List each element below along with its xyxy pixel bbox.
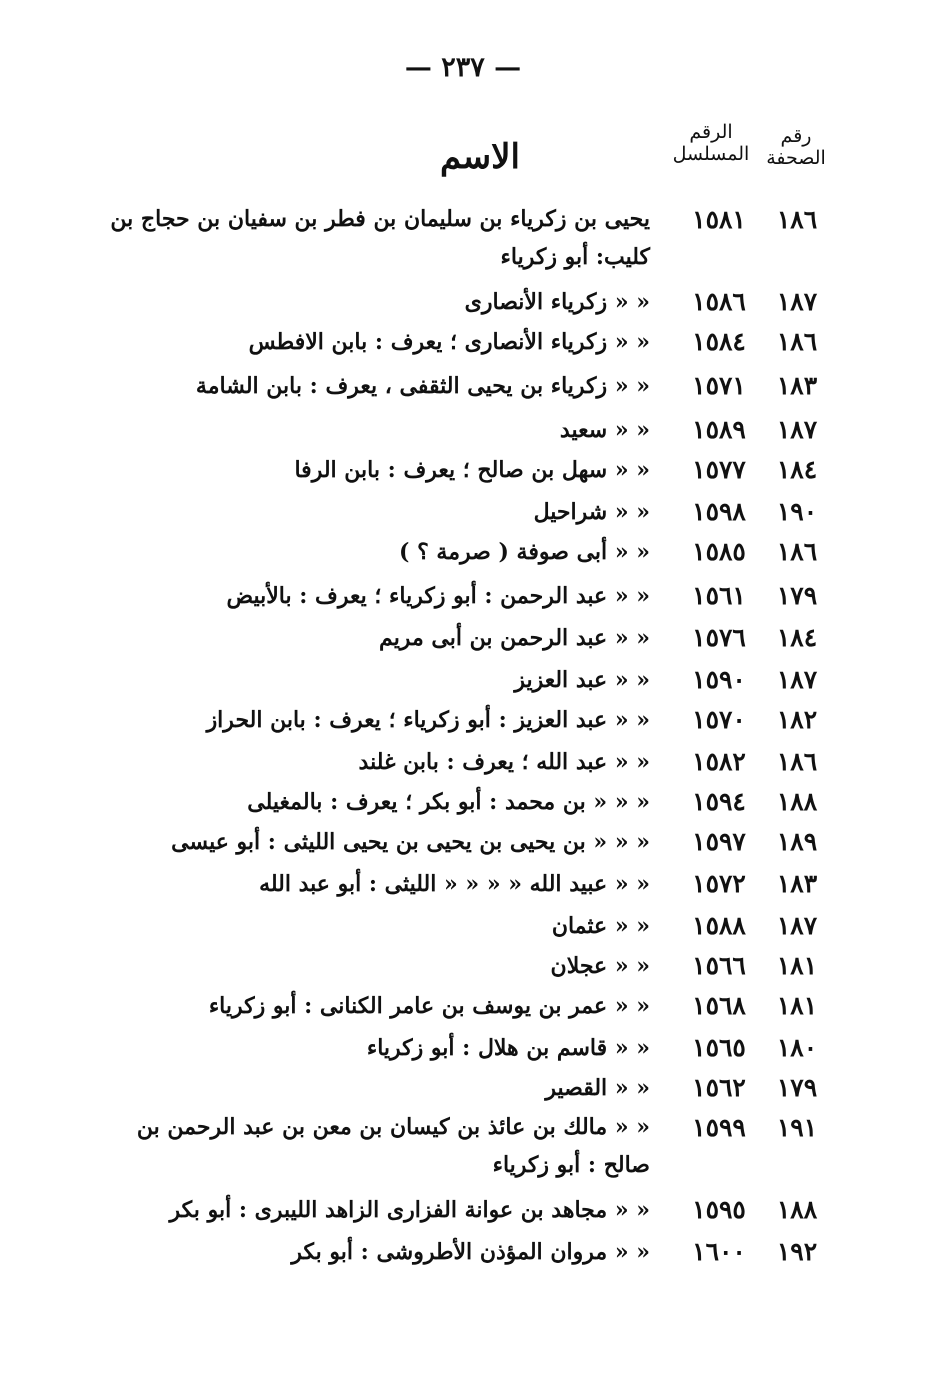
ditto-marks: « « « — [593, 829, 650, 855]
table-row — [0, 1068, 926, 1108]
name-cell — [110, 906, 650, 946]
serial-number-cell: ١٥٧١ — [692, 371, 746, 400]
table-row — [0, 492, 926, 532]
page-number-cell: ١٨٧ — [776, 287, 818, 316]
ditto-marks: « « — [614, 583, 650, 609]
header-serial-number — [670, 122, 752, 166]
page-number-cell: ١٩١ — [776, 1113, 818, 1142]
page-number-cell: ١٨١ — [776, 951, 818, 980]
page-number-cell: ١٧٩ — [776, 581, 818, 610]
name-cell — [110, 742, 650, 782]
table-row — [0, 618, 926, 658]
name-text: عبيد الله « « « « الليثى : أبو عبد الله — [259, 871, 608, 897]
serial-number-cell: ١٥٩٧ — [692, 827, 746, 856]
ditto-marks: « « — [614, 373, 650, 399]
table-row — [0, 1108, 926, 1186]
ditto-marks: « « — [614, 1035, 650, 1061]
serial-number-cell: ١٥٩٠ — [692, 665, 746, 694]
serial-number-cell: ١٥٨٨ — [692, 911, 746, 940]
table-row — [0, 1190, 926, 1230]
name-cell — [110, 532, 650, 572]
ditto-marks: « « — [614, 499, 650, 525]
name-text: عبد الرحمن : أبو زكرياء ؛ يعرف : بالأبيض — [226, 583, 608, 609]
ditto-marks: « « — [614, 993, 650, 1019]
name-cell — [110, 618, 650, 658]
name-text: عبد الله ؛ يعرف : بابن غلند — [358, 749, 608, 775]
page-number: — ٢٣٧ — — [404, 52, 522, 83]
name-text: زكرياء الأنصارى — [464, 289, 608, 315]
name-cell — [110, 410, 650, 450]
table-row — [0, 1028, 926, 1068]
page-number-cell: ١٨٦ — [776, 327, 818, 356]
serial-number-cell: ١٥٩٤ — [692, 787, 746, 816]
name-text: مالك بن عائذ بن كيسان بن معن بن عبد الرحمن بن صالح : أبو زكرياء — [136, 1114, 650, 1178]
page-number-cell: ١٨٣ — [776, 371, 818, 400]
ditto-marks: « « — [614, 539, 650, 565]
table-row — [0, 660, 926, 700]
ditto-marks: « « — [614, 329, 650, 355]
serial-number-cell: ١٥٦٢ — [692, 1073, 746, 1102]
name-cell — [110, 576, 650, 616]
name-cell — [110, 1068, 650, 1108]
name-cell — [110, 660, 650, 700]
page-number-cell: ١٨٤ — [776, 623, 818, 652]
name-text: عثمان — [551, 913, 608, 939]
name-cell — [110, 986, 650, 1026]
ditto-marks: « « — [614, 953, 650, 979]
serial-number-cell: ١٥٧٧ — [692, 455, 746, 484]
name-cell — [110, 1108, 650, 1184]
ditto-marks: « « — [614, 1197, 650, 1223]
page-number-cell: ١٨٨ — [776, 787, 818, 816]
page-number-cell: ١٨٣ — [776, 869, 818, 898]
page-number-cell: ١٨٠ — [776, 1033, 818, 1062]
name-text: عبد الرحمن بن أبى مريم — [379, 625, 608, 651]
header-serial-label: الرقم المسلسل — [672, 121, 750, 165]
table-row — [0, 906, 926, 946]
ditto-marks: « « — [614, 871, 650, 897]
name-cell — [110, 366, 650, 406]
ditto-marks: « « — [614, 707, 650, 733]
table-row — [0, 322, 926, 362]
table-row — [0, 782, 926, 822]
name-text: بن يحيى بن يحيى بن يحيى الليثى : أبو عيسى — [171, 829, 586, 855]
ditto-marks: « « — [614, 1075, 650, 1101]
serial-number-cell: ١٥٨٢ — [692, 747, 746, 776]
name-text: قاسم بن هلال : أبو زكرياء — [366, 1035, 608, 1061]
name-cell — [110, 1190, 650, 1230]
page-number-cell: ١٩٢ — [776, 1237, 818, 1266]
table-row — [0, 576, 926, 616]
name-cell — [110, 946, 650, 986]
ditto-marks: « « — [614, 913, 650, 939]
serial-number-cell: ١٥٧٠ — [692, 705, 746, 734]
name-cell — [110, 200, 650, 276]
serial-number-cell: ١٥٨٦ — [692, 287, 746, 316]
serial-number-cell: ١٥٧٢ — [692, 869, 746, 898]
table-row — [0, 822, 926, 862]
name-cell — [110, 1232, 650, 1272]
ditto-marks: « « — [614, 749, 650, 775]
name-cell — [110, 450, 650, 490]
page-number-cell: ١٨٧ — [776, 911, 818, 940]
serial-number-cell: ١٥٦٥ — [692, 1033, 746, 1062]
page-number-cell: ١٨٢ — [776, 705, 818, 734]
table-row — [0, 532, 926, 572]
serial-number-cell: ١٦٠٠ — [692, 1237, 746, 1266]
serial-number-cell: ١٥٩٨ — [692, 497, 746, 526]
serial-number-cell: ١٥٨٤ — [692, 327, 746, 356]
table-row — [0, 700, 926, 740]
name-text: القصير — [545, 1075, 608, 1101]
header-name: الاسم — [440, 137, 520, 177]
name-cell — [110, 822, 650, 862]
ditto-marks: « « — [614, 289, 650, 315]
name-cell — [110, 782, 650, 822]
table-row — [0, 742, 926, 782]
serial-number-cell: ١٥٦٨ — [692, 991, 746, 1020]
name-text: بن محمد : أبو بكر ؛ يعرف : بالمغيلى — [247, 789, 586, 815]
table-row — [0, 450, 926, 490]
ditto-marks: « « « — [593, 789, 650, 815]
table-row — [0, 282, 926, 322]
serial-number-cell: ١٥٦٦ — [692, 951, 746, 980]
name-text: عبد العزيز — [514, 667, 608, 693]
name-cell — [110, 1028, 650, 1068]
name-text: يحيى بن زكرياء بن سليمان بن فطر بن سفيان بن حجاج بن كليب: أبو زكرياء — [110, 206, 650, 270]
name-text: سهل بن صالح ؛ يعرف : بابن الرفا — [294, 457, 608, 483]
ditto-marks: « « — [614, 417, 650, 443]
serial-number-cell: ١٥٩٥ — [692, 1195, 746, 1224]
table-row — [0, 864, 926, 904]
ditto-marks: « « — [614, 625, 650, 651]
table-row — [0, 1232, 926, 1272]
page-number-cell: ١٨٦ — [776, 747, 818, 776]
name-text: سعيد — [559, 417, 608, 443]
name-text: زكرياء الأنصارى ؛ يعرف : بابن الافطس — [248, 329, 608, 355]
header-page-number — [756, 126, 836, 170]
name-cell — [110, 492, 650, 532]
serial-number-cell: ١٥٨٩ — [692, 415, 746, 444]
serial-number-cell: ١٥٨٥ — [692, 537, 746, 566]
serial-number-cell: ١٥٧٦ — [692, 623, 746, 652]
header-page-label: رقم الصحفة — [766, 125, 826, 169]
page-number-cell: ١٨٧ — [776, 415, 818, 444]
table-row — [0, 366, 926, 406]
table-row — [0, 986, 926, 1026]
page-number-cell: ١٨٦ — [776, 205, 818, 234]
page-number-cell: ١٨٦ — [776, 537, 818, 566]
name-cell — [110, 282, 650, 322]
name-cell — [110, 322, 650, 362]
page-number-cell: ١٧٩ — [776, 1073, 818, 1102]
name-text: زكرياء بن يحيى الثقفى ، يعرف : بابن الشامة — [195, 373, 608, 399]
page-number-cell: ١٨٩ — [776, 827, 818, 856]
page-number-cell: ١٨٨ — [776, 1195, 818, 1224]
ditto-marks: « « — [614, 1114, 650, 1140]
serial-number-cell: ١٥٨١ — [692, 205, 746, 234]
table-row — [0, 200, 926, 278]
serial-number-cell: ١٥٦١ — [692, 581, 746, 610]
name-text: عمر بن يوسف بن عامر الكنانى : أبو زكرياء — [208, 993, 608, 1019]
name-cell — [110, 864, 650, 904]
page-number-cell: ١٨١ — [776, 991, 818, 1020]
name-text: عبد العزيز : أبو زكرياء ؛ يعرف : بابن الحراز — [206, 707, 608, 733]
name-text: مجاهد بن عوانة الفزارى الزاهد الليبرى : أبو بكر — [169, 1197, 608, 1223]
name-cell — [110, 700, 650, 740]
name-text: شراحيل — [533, 499, 608, 525]
name-text: مروان المؤذن الأطروشى : أبو بكر — [291, 1239, 608, 1265]
ditto-marks: « « — [614, 457, 650, 483]
ditto-marks: « « — [614, 1239, 650, 1265]
page-number-cell: ١٨٤ — [776, 455, 818, 484]
ditto-marks: « « — [614, 667, 650, 693]
table-row — [0, 946, 926, 986]
table-row — [0, 410, 926, 450]
name-text: أبى صوفة ( صرمة ؟ ) — [399, 539, 608, 565]
page-number-cell: ١٨٧ — [776, 665, 818, 694]
name-text: عجلان — [550, 953, 608, 979]
page-number-cell: ١٩٠ — [776, 497, 818, 526]
serial-number-cell: ١٥٩٩ — [692, 1113, 746, 1142]
